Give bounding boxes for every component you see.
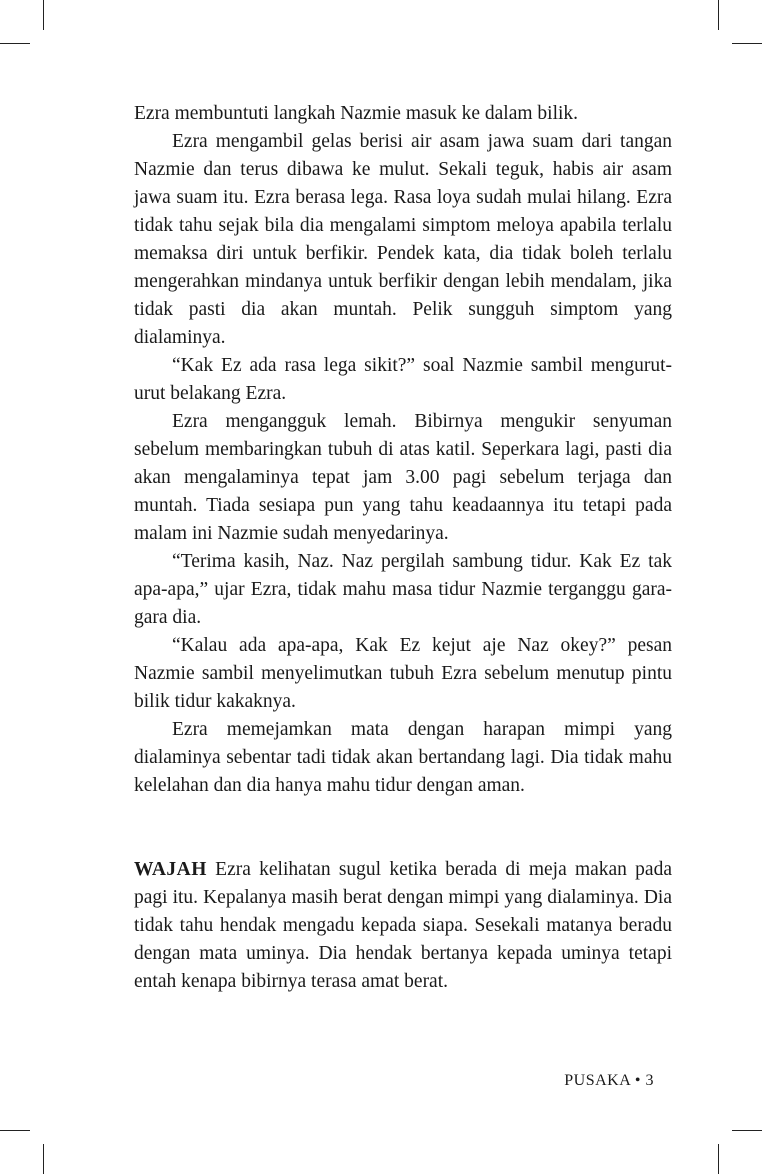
crop-mark-bottom-left-vertical bbox=[43, 1144, 44, 1174]
paragraph: Ezra mengambil gelas berisi air asam jawa suam dari tangan Nazmie dan terus dibawa ke mulut. Sekali teguk, habis air asam jawa suam itu. Ezra berasa lega. Rasa loya sudah mulai hilang. Ezra tidak tahu sejak bila dia mengalami simptom meloya apabila terlalu memaksa diri untuk berfikir. Pendek kata, dia tidak boleh terlalu mengerahkan mindanya untuk berfikir dengan lebih mendalam, jika tidak pasti dia akan muntah. Pelik sungguh simptom yang dialaminya. bbox=[134, 131, 672, 348]
paragraph: Ezra mengangguk lemah. Bibirnya mengukir senyuman sebelum membaringkan tubuh di atas katil. Seperkara lagi, pasti dia akan mengalaminya tepat jam 3.00 pagi sebelum terjaga dan muntah. Tiada sesiapa pun yang tahu keadaannya itu tetapi pada malam ini Nazmie sudah menyedarinya. bbox=[134, 411, 672, 544]
paragraph: “Terima kasih, Naz. Naz pergilah sambung tidur. Kak Ez tak apa-apa,” ujar Ezra, tidak mahu masa tidur Nazmie terganggu gara-gara dia. bbox=[134, 551, 672, 628]
body-text bbox=[134, 100, 672, 996]
section-opening-paragraph bbox=[134, 856, 672, 996]
section-opening-text: Ezra kelihatan sugul ketika berada di meja makan pada pagi itu. Kepalanya masih berat dengan mimpi yang dialaminya. Dia tidak tahu hendak mengadu kepada siapa. Sesekali matanya beradu dengan mata uminya. Dia hendak bertanya kepada uminya tetapi entah kenapa bibirnya terasa amat berat. bbox=[134, 859, 672, 992]
crop-mark-top-right-horizontal bbox=[732, 43, 762, 44]
crop-mark-top-right-vertical bbox=[718, 0, 719, 30]
paragraph: “Kak Ez ada rasa lega sikit?” soal Nazmie sambil mengurut-urut belakang Ezra. bbox=[134, 355, 672, 404]
crop-mark-top-left-vertical bbox=[43, 0, 44, 30]
section-lead-word: WAJAH bbox=[134, 859, 207, 880]
crop-mark-bottom-right-vertical bbox=[718, 1144, 719, 1174]
crop-mark-bottom-right-horizontal bbox=[732, 1130, 762, 1131]
paragraph: Ezra memejamkan mata dengan harapan mimpi yang dialaminya sebentar tadi tidak akan bertandang lagi. Dia tidak mahu kelelahan dan dia hanya mahu tidur dengan aman. bbox=[134, 719, 672, 796]
crop-mark-bottom-left-horizontal bbox=[0, 1130, 30, 1131]
section-break bbox=[134, 800, 672, 856]
crop-mark-top-left-horizontal bbox=[0, 43, 30, 44]
paragraph: “Kalau ada apa-apa, Kak Ez kejut aje Naz okey?” pesan Nazmie sambil menyelimutkan tubuh Ezra sebelum menutup pintu bilik tidur kakaknya. bbox=[134, 635, 672, 712]
paragraph: Ezra membuntuti langkah Nazmie masuk ke dalam bilik. bbox=[134, 103, 579, 124]
running-footer: PUSAKA • 3 bbox=[564, 1072, 654, 1089]
